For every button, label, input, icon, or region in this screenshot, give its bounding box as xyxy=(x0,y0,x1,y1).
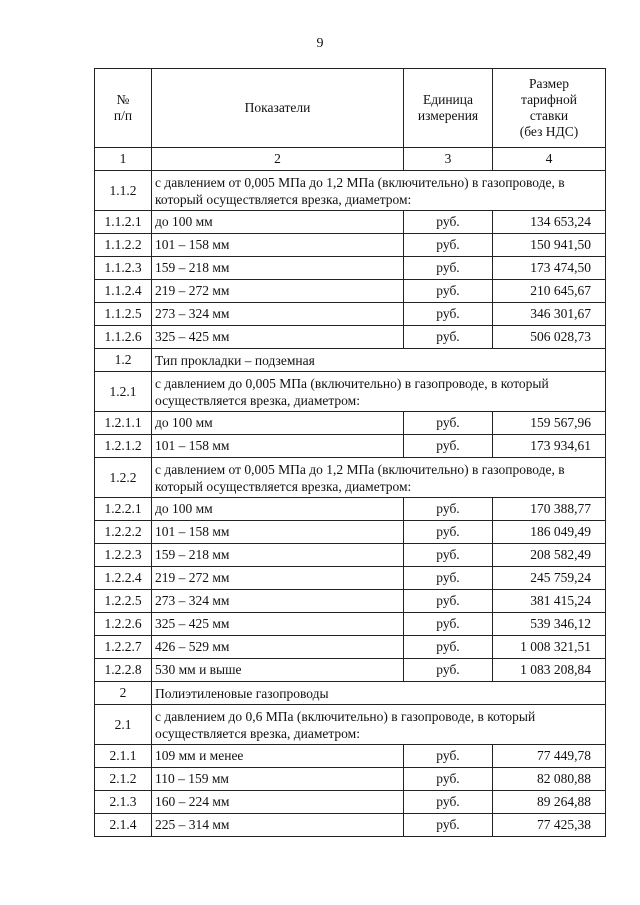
row-number: 1.1.2.5 xyxy=(95,303,152,326)
row-number: 1.1.2.2 xyxy=(95,234,152,257)
row-number: 1.1.2.3 xyxy=(95,257,152,280)
row-number: 2.1.3 xyxy=(95,791,152,814)
header-rate: Размер тарифной ставки (без НДС) xyxy=(493,69,606,148)
row-number: 1.2.1 xyxy=(95,372,152,412)
row-indicator: 101 – 158 мм xyxy=(152,435,404,458)
section-description: с давлением до 0,005 МПа (включительно) в газопроводе, в который осуществляется врезка, диаметром: xyxy=(152,372,606,412)
column-number-row xyxy=(95,148,606,171)
row-number: 1.2.2 xyxy=(95,458,152,498)
row-rate-value: 134 653,24 xyxy=(493,211,606,234)
row-number: 1.2.1.1 xyxy=(95,412,152,435)
row-rate-value: 77 425,38 xyxy=(493,814,606,837)
row-number: 2 xyxy=(95,682,152,705)
row-indicator: 273 – 324 мм xyxy=(152,590,404,613)
table-row xyxy=(95,303,606,326)
row-rate-value: 150 941,50 xyxy=(493,234,606,257)
page-number: 9 xyxy=(316,36,324,51)
row-rate-value: 186 049,49 xyxy=(493,521,606,544)
row-unit: руб. xyxy=(404,636,493,659)
row-rate-value: 346 301,67 xyxy=(493,303,606,326)
row-unit: руб. xyxy=(404,412,493,435)
table-row xyxy=(95,412,606,435)
table-body xyxy=(95,171,606,837)
header-unit: Единица измерения xyxy=(404,69,493,148)
row-indicator: 325 – 425 мм xyxy=(152,326,404,349)
row-indicator: 101 – 158 мм xyxy=(152,521,404,544)
table-row xyxy=(95,567,606,590)
table-row xyxy=(95,234,606,257)
table-row xyxy=(95,326,606,349)
row-unit: руб. xyxy=(404,567,493,590)
row-number: 1.1.2.1 xyxy=(95,211,152,234)
row-indicator: до 100 мм xyxy=(152,412,404,435)
group-heading-row xyxy=(95,349,606,372)
row-rate-value: 159 567,96 xyxy=(493,412,606,435)
header-name: Показатели xyxy=(152,69,404,148)
row-unit: руб. xyxy=(404,435,493,458)
row-number: 2.1 xyxy=(95,705,152,745)
row-number: 1.2.2.7 xyxy=(95,636,152,659)
row-indicator: 109 мм и менее xyxy=(152,745,404,768)
row-unit: руб. xyxy=(404,768,493,791)
row-number: 1.2.2.1 xyxy=(95,498,152,521)
row-unit: руб. xyxy=(404,303,493,326)
table-row xyxy=(95,613,606,636)
row-rate-value: 173 934,61 xyxy=(493,435,606,458)
table-row xyxy=(95,435,606,458)
section-description: с давлением до 0,6 МПа (включительно) в газопроводе, в который осуществляется врезка, диаметром: xyxy=(152,705,606,745)
row-number: 1.2.2.8 xyxy=(95,659,152,682)
row-number: 1.2.2.3 xyxy=(95,544,152,567)
row-unit: руб. xyxy=(404,498,493,521)
col-number-4: 4 xyxy=(493,148,606,171)
row-indicator: 159 – 218 мм xyxy=(152,257,404,280)
row-number: 1.2 xyxy=(95,349,152,372)
row-rate-value: 170 388,77 xyxy=(493,498,606,521)
row-indicator: 219 – 272 мм xyxy=(152,567,404,590)
row-unit: руб. xyxy=(404,257,493,280)
row-rate-value: 82 080,88 xyxy=(493,768,606,791)
row-rate-value: 208 582,49 xyxy=(493,544,606,567)
group-heading-text: Тип прокладки – подземная xyxy=(152,349,606,372)
table-row xyxy=(95,636,606,659)
row-unit: руб. xyxy=(404,326,493,349)
row-indicator: до 100 мм xyxy=(152,211,404,234)
group-heading-text: Полиэтиленовые газопроводы xyxy=(152,682,606,705)
table-header xyxy=(95,69,606,171)
row-rate-value: 89 264,88 xyxy=(493,791,606,814)
row-indicator: 426 – 529 мм xyxy=(152,636,404,659)
row-rate-value: 1 083 208,84 xyxy=(493,659,606,682)
row-indicator: 159 – 218 мм xyxy=(152,544,404,567)
row-unit: руб. xyxy=(404,234,493,257)
row-indicator: 160 – 224 мм xyxy=(152,791,404,814)
section-description: с давлением от 0,005 МПа до 1,2 МПа (включительно) в газопроводе, в который осуществляется врезка, диаметром: xyxy=(152,171,606,211)
header-num: № п/п xyxy=(95,69,152,148)
row-unit: руб. xyxy=(404,613,493,636)
col-number-2: 2 xyxy=(152,148,404,171)
section-row xyxy=(95,372,606,412)
row-rate-value: 381 415,24 xyxy=(493,590,606,613)
row-rate-value: 1 008 321,51 xyxy=(493,636,606,659)
row-number: 1.2.1.2 xyxy=(95,435,152,458)
row-unit: руб. xyxy=(404,659,493,682)
row-indicator: 110 – 159 мм xyxy=(152,768,404,791)
col-number-1: 1 xyxy=(95,148,152,171)
table-row xyxy=(95,590,606,613)
row-rate-value: 539 346,12 xyxy=(493,613,606,636)
table-row xyxy=(95,745,606,768)
section-row xyxy=(95,705,606,745)
row-unit: руб. xyxy=(404,745,493,768)
row-indicator: 101 – 158 мм xyxy=(152,234,404,257)
row-unit: руб. xyxy=(404,521,493,544)
row-rate-value: 506 028,73 xyxy=(493,326,606,349)
row-number: 1.1.2 xyxy=(95,171,152,211)
row-unit: руб. xyxy=(404,280,493,303)
row-indicator: до 100 мм xyxy=(152,498,404,521)
row-indicator: 325 – 425 мм xyxy=(152,613,404,636)
row-unit: руб. xyxy=(404,211,493,234)
table-row xyxy=(95,257,606,280)
group-heading-row xyxy=(95,682,606,705)
row-number: 1.2.2.5 xyxy=(95,590,152,613)
row-indicator: 530 мм и выше xyxy=(152,659,404,682)
row-number: 2.1.4 xyxy=(95,814,152,837)
table-row xyxy=(95,280,606,303)
row-rate-value: 210 645,67 xyxy=(493,280,606,303)
table-row xyxy=(95,544,606,567)
table-row xyxy=(95,521,606,544)
row-unit: руб. xyxy=(404,544,493,567)
row-indicator: 273 – 324 мм xyxy=(152,303,404,326)
row-number: 1.1.2.4 xyxy=(95,280,152,303)
table-row xyxy=(95,814,606,837)
row-number: 2.1.1 xyxy=(95,745,152,768)
row-unit: руб. xyxy=(404,791,493,814)
row-rate-value: 245 759,24 xyxy=(493,567,606,590)
row-number: 1.2.2.6 xyxy=(95,613,152,636)
row-indicator: 219 – 272 мм xyxy=(152,280,404,303)
row-rate-value: 173 474,50 xyxy=(493,257,606,280)
table-row xyxy=(95,498,606,521)
table-row xyxy=(95,211,606,234)
table-row xyxy=(95,659,606,682)
row-indicator: 225 – 314 мм xyxy=(152,814,404,837)
row-number: 2.1.2 xyxy=(95,768,152,791)
row-unit: руб. xyxy=(404,814,493,837)
row-unit: руб. xyxy=(404,590,493,613)
table-row xyxy=(95,768,606,791)
section-description: с давлением от 0,005 МПа до 1,2 МПа (включительно) в газопроводе, в который осуществляется врезка, диаметром: xyxy=(152,458,606,498)
section-row xyxy=(95,458,606,498)
table-row xyxy=(95,791,606,814)
section-row xyxy=(95,171,606,211)
row-number: 1.1.2.6 xyxy=(95,326,152,349)
tariff-table xyxy=(94,68,606,837)
row-number: 1.2.2.4 xyxy=(95,567,152,590)
row-number: 1.2.2.2 xyxy=(95,521,152,544)
col-number-3: 3 xyxy=(404,148,493,171)
row-rate-value: 77 449,78 xyxy=(493,745,606,768)
